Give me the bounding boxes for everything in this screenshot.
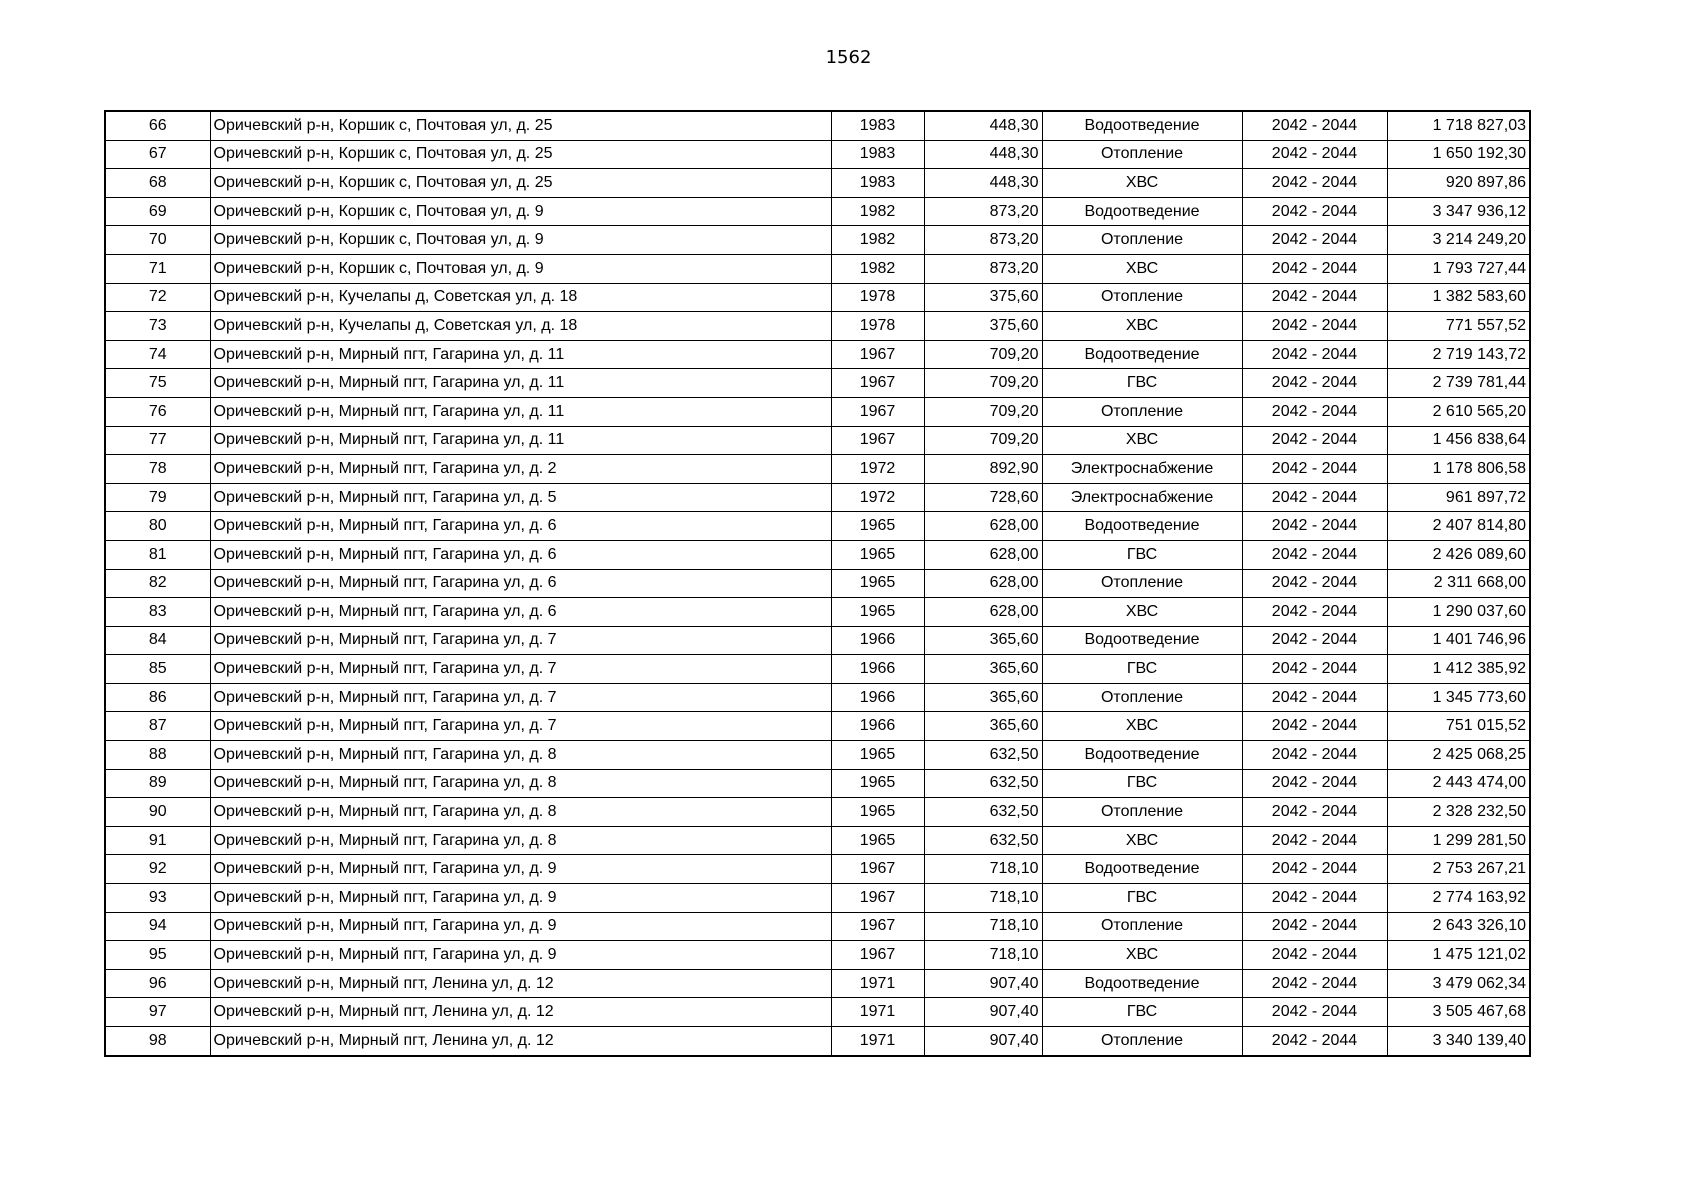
row-number-cell: 95 [105, 941, 210, 970]
address-cell: Оричевский р-н, Мирный пгт, Гагарина ул, д. 6 [210, 598, 831, 627]
cost-cell: 1 401 746,96 [1387, 626, 1530, 655]
table-row [105, 140, 1530, 169]
area-cell: 365,60 [924, 655, 1042, 684]
table-row [105, 912, 1530, 941]
area-cell: 628,00 [924, 598, 1042, 627]
cost-cell: 1 178 806,58 [1387, 455, 1530, 484]
build-year-cell: 1972 [831, 483, 924, 512]
cost-cell: 1 718 827,03 [1387, 111, 1530, 140]
build-year-cell: 1965 [831, 769, 924, 798]
work-type-cell: ГВС [1042, 884, 1242, 913]
area-cell: 873,20 [924, 197, 1042, 226]
address-cell: Оричевский р-н, Мирный пгт, Гагарина ул, д. 8 [210, 798, 831, 827]
area-cell: 709,20 [924, 397, 1042, 426]
address-cell: Оричевский р-н, Мирный пгт, Гагарина ул, д. 7 [210, 712, 831, 741]
area-cell: 892,90 [924, 455, 1042, 484]
area-cell: 907,40 [924, 969, 1042, 998]
period-cell: 2042 - 2044 [1242, 998, 1387, 1027]
period-cell: 2042 - 2044 [1242, 254, 1387, 283]
period-cell: 2042 - 2044 [1242, 569, 1387, 598]
address-cell: Оричевский р-н, Кучелапы д, Советская ул, д. 18 [210, 312, 831, 341]
work-type-cell: ГВС [1042, 655, 1242, 684]
area-cell: 365,60 [924, 683, 1042, 712]
period-cell: 2042 - 2044 [1242, 455, 1387, 484]
build-year-cell: 1967 [831, 912, 924, 941]
row-number-cell: 73 [105, 312, 210, 341]
area-cell: 448,30 [924, 111, 1042, 140]
address-cell: Оричевский р-н, Мирный пгт, Гагарина ул, д. 8 [210, 769, 831, 798]
table-row [105, 598, 1530, 627]
build-year-cell: 1965 [831, 569, 924, 598]
build-year-cell: 1966 [831, 683, 924, 712]
period-cell: 2042 - 2044 [1242, 397, 1387, 426]
period-cell: 2042 - 2044 [1242, 512, 1387, 541]
address-cell: Оричевский р-н, Мирный пгт, Гагарина ул, д. 9 [210, 855, 831, 884]
table-row [105, 712, 1530, 741]
table-row [105, 397, 1530, 426]
table-row [105, 769, 1530, 798]
repair-schedule-table [104, 110, 1531, 1057]
address-cell: Оричевский р-н, Мирный пгт, Гагарина ул, д. 11 [210, 369, 831, 398]
build-year-cell: 1966 [831, 712, 924, 741]
row-number-cell: 98 [105, 1027, 210, 1056]
cost-cell: 3 479 062,34 [1387, 969, 1530, 998]
cost-cell: 2 407 814,80 [1387, 512, 1530, 541]
work-type-cell: ГВС [1042, 998, 1242, 1027]
period-cell: 2042 - 2044 [1242, 111, 1387, 140]
period-cell: 2042 - 2044 [1242, 798, 1387, 827]
table-row [105, 512, 1530, 541]
row-number-cell: 80 [105, 512, 210, 541]
build-year-cell: 1965 [831, 512, 924, 541]
period-cell: 2042 - 2044 [1242, 1027, 1387, 1056]
cost-cell: 2 443 474,00 [1387, 769, 1530, 798]
period-cell: 2042 - 2044 [1242, 655, 1387, 684]
table-row [105, 197, 1530, 226]
cost-cell: 751 015,52 [1387, 712, 1530, 741]
row-number-cell: 88 [105, 741, 210, 770]
period-cell: 2042 - 2044 [1242, 283, 1387, 312]
build-year-cell: 1967 [831, 855, 924, 884]
address-cell: Оричевский р-н, Коршик с, Почтовая ул, д. 25 [210, 169, 831, 198]
table-row [105, 1027, 1530, 1056]
cost-cell: 2 328 232,50 [1387, 798, 1530, 827]
build-year-cell: 1965 [831, 540, 924, 569]
table-row [105, 569, 1530, 598]
build-year-cell: 1965 [831, 798, 924, 827]
work-type-cell: Отопление [1042, 569, 1242, 598]
table-row [105, 540, 1530, 569]
period-cell: 2042 - 2044 [1242, 540, 1387, 569]
address-cell: Оричевский р-н, Мирный пгт, Гагарина ул, д. 7 [210, 683, 831, 712]
work-type-cell: Отопление [1042, 397, 1242, 426]
row-number-cell: 91 [105, 826, 210, 855]
build-year-cell: 1971 [831, 969, 924, 998]
row-number-cell: 76 [105, 397, 210, 426]
row-number-cell: 70 [105, 226, 210, 255]
area-cell: 632,50 [924, 798, 1042, 827]
address-cell: Оричевский р-н, Мирный пгт, Ленина ул, д. 12 [210, 998, 831, 1027]
period-cell: 2042 - 2044 [1242, 140, 1387, 169]
work-type-cell: ХВС [1042, 312, 1242, 341]
work-type-cell: ХВС [1042, 426, 1242, 455]
area-cell: 375,60 [924, 312, 1042, 341]
table-row [105, 169, 1530, 198]
period-cell: 2042 - 2044 [1242, 826, 1387, 855]
work-type-cell: Электроснабжение [1042, 455, 1242, 484]
address-cell: Оричевский р-н, Коршик с, Почтовая ул, д. 25 [210, 140, 831, 169]
build-year-cell: 1965 [831, 598, 924, 627]
period-cell: 2042 - 2044 [1242, 426, 1387, 455]
work-type-cell: ХВС [1042, 941, 1242, 970]
table-row [105, 884, 1530, 913]
row-number-cell: 93 [105, 884, 210, 913]
table-row [105, 683, 1530, 712]
build-year-cell: 1971 [831, 1027, 924, 1056]
row-number-cell: 71 [105, 254, 210, 283]
cost-cell: 2 643 326,10 [1387, 912, 1530, 941]
address-cell: Оричевский р-н, Коршик с, Почтовая ул, д. 9 [210, 197, 831, 226]
build-year-cell: 1971 [831, 998, 924, 1027]
build-year-cell: 1967 [831, 369, 924, 398]
cost-cell: 2 610 565,20 [1387, 397, 1530, 426]
work-type-cell: Водоотведение [1042, 197, 1242, 226]
table-row [105, 798, 1530, 827]
cost-cell: 1 650 192,30 [1387, 140, 1530, 169]
row-number-cell: 77 [105, 426, 210, 455]
table-row [105, 369, 1530, 398]
period-cell: 2042 - 2044 [1242, 340, 1387, 369]
cost-cell: 1 793 727,44 [1387, 254, 1530, 283]
table-row [105, 969, 1530, 998]
work-type-cell: Отопление [1042, 912, 1242, 941]
period-cell: 2042 - 2044 [1242, 626, 1387, 655]
work-type-cell: Водоотведение [1042, 741, 1242, 770]
table-row [105, 312, 1530, 341]
address-cell: Оричевский р-н, Мирный пгт, Гагарина ул, д. 9 [210, 884, 831, 913]
address-cell: Оричевский р-н, Мирный пгт, Гагарина ул, д. 2 [210, 455, 831, 484]
build-year-cell: 1967 [831, 941, 924, 970]
work-type-cell: Водоотведение [1042, 111, 1242, 140]
address-cell: Оричевский р-н, Мирный пгт, Гагарина ул, д. 6 [210, 512, 831, 541]
table-row [105, 111, 1530, 140]
area-cell: 709,20 [924, 340, 1042, 369]
row-number-cell: 83 [105, 598, 210, 627]
cost-cell: 1 412 385,92 [1387, 655, 1530, 684]
address-cell: Оричевский р-н, Мирный пгт, Гагарина ул, д. 11 [210, 340, 831, 369]
work-type-cell: Отопление [1042, 140, 1242, 169]
cost-cell: 1 290 037,60 [1387, 598, 1530, 627]
address-cell: Оричевский р-н, Коршик с, Почтовая ул, д. 9 [210, 254, 831, 283]
address-cell: Оричевский р-н, Коршик с, Почтовая ул, д. 25 [210, 111, 831, 140]
area-cell: 728,60 [924, 483, 1042, 512]
period-cell: 2042 - 2044 [1242, 941, 1387, 970]
build-year-cell: 1983 [831, 111, 924, 140]
period-cell: 2042 - 2044 [1242, 712, 1387, 741]
build-year-cell: 1982 [831, 197, 924, 226]
table-row [105, 340, 1530, 369]
period-cell: 2042 - 2044 [1242, 683, 1387, 712]
work-type-cell: ХВС [1042, 712, 1242, 741]
work-type-cell: Отопление [1042, 683, 1242, 712]
build-year-cell: 1966 [831, 626, 924, 655]
area-cell: 718,10 [924, 884, 1042, 913]
area-cell: 632,50 [924, 769, 1042, 798]
cost-cell: 3 340 139,40 [1387, 1027, 1530, 1056]
period-cell: 2042 - 2044 [1242, 912, 1387, 941]
table-row [105, 855, 1530, 884]
row-number-cell: 82 [105, 569, 210, 598]
period-cell: 2042 - 2044 [1242, 226, 1387, 255]
period-cell: 2042 - 2044 [1242, 769, 1387, 798]
cost-cell: 1 299 281,50 [1387, 826, 1530, 855]
table-row [105, 254, 1530, 283]
cost-cell: 1 475 121,02 [1387, 941, 1530, 970]
cost-cell: 1 456 838,64 [1387, 426, 1530, 455]
table-row [105, 998, 1530, 1027]
address-cell: Оричевский р-н, Мирный пгт, Гагарина ул, д. 9 [210, 912, 831, 941]
period-cell: 2042 - 2044 [1242, 884, 1387, 913]
period-cell: 2042 - 2044 [1242, 169, 1387, 198]
address-cell: Оричевский р-н, Мирный пгт, Гагарина ул, д. 8 [210, 741, 831, 770]
cost-cell: 2 774 163,92 [1387, 884, 1530, 913]
address-cell: Оричевский р-н, Мирный пгт, Ленина ул, д. 12 [210, 1027, 831, 1056]
area-cell: 907,40 [924, 998, 1042, 1027]
area-cell: 718,10 [924, 855, 1042, 884]
address-cell: Оричевский р-н, Мирный пгт, Гагарина ул, д. 11 [210, 426, 831, 455]
period-cell: 2042 - 2044 [1242, 741, 1387, 770]
cost-cell: 2 311 668,00 [1387, 569, 1530, 598]
address-cell: Оричевский р-н, Мирный пгт, Гагарина ул, д. 6 [210, 569, 831, 598]
cost-cell: 3 214 249,20 [1387, 226, 1530, 255]
row-number-cell: 90 [105, 798, 210, 827]
row-number-cell: 72 [105, 283, 210, 312]
area-cell: 365,60 [924, 626, 1042, 655]
address-cell: Оричевский р-н, Кучелапы д, Советская ул, д. 18 [210, 283, 831, 312]
area-cell: 632,50 [924, 741, 1042, 770]
table-row [105, 483, 1530, 512]
address-cell: Оричевский р-н, Мирный пгт, Гагарина ул, д. 9 [210, 941, 831, 970]
row-number-cell: 66 [105, 111, 210, 140]
work-type-cell: Электроснабжение [1042, 483, 1242, 512]
cost-cell: 2 753 267,21 [1387, 855, 1530, 884]
cost-cell: 2 719 143,72 [1387, 340, 1530, 369]
build-year-cell: 1983 [831, 169, 924, 198]
period-cell: 2042 - 2044 [1242, 855, 1387, 884]
address-cell: Оричевский р-н, Мирный пгт, Гагарина ул, д. 8 [210, 826, 831, 855]
cost-cell: 2 739 781,44 [1387, 369, 1530, 398]
period-cell: 2042 - 2044 [1242, 197, 1387, 226]
build-year-cell: 1983 [831, 140, 924, 169]
row-number-cell: 75 [105, 369, 210, 398]
area-cell: 873,20 [924, 226, 1042, 255]
row-number-cell: 79 [105, 483, 210, 512]
table-row [105, 455, 1530, 484]
address-cell: Оричевский р-н, Мирный пгт, Гагарина ул, д. 11 [210, 397, 831, 426]
work-type-cell: ХВС [1042, 598, 1242, 627]
table-row [105, 426, 1530, 455]
build-year-cell: 1965 [831, 741, 924, 770]
work-type-cell: ХВС [1042, 169, 1242, 198]
period-cell: 2042 - 2044 [1242, 483, 1387, 512]
table-row [105, 655, 1530, 684]
row-number-cell: 69 [105, 197, 210, 226]
row-number-cell: 81 [105, 540, 210, 569]
table-row [105, 283, 1530, 312]
row-number-cell: 74 [105, 340, 210, 369]
table-row [105, 826, 1530, 855]
build-year-cell: 1965 [831, 826, 924, 855]
build-year-cell: 1966 [831, 655, 924, 684]
row-number-cell: 78 [105, 455, 210, 484]
work-type-cell: Водоотведение [1042, 855, 1242, 884]
area-cell: 628,00 [924, 540, 1042, 569]
page-number: 1562 [825, 47, 872, 68]
work-type-cell: Водоотведение [1042, 512, 1242, 541]
build-year-cell: 1978 [831, 312, 924, 341]
address-cell: Оричевский р-н, Мирный пгт, Гагарина ул, д. 7 [210, 655, 831, 684]
area-cell: 375,60 [924, 283, 1042, 312]
work-type-cell: Отопление [1042, 283, 1242, 312]
area-cell: 628,00 [924, 512, 1042, 541]
cost-cell: 771 557,52 [1387, 312, 1530, 341]
work-type-cell: ХВС [1042, 254, 1242, 283]
row-number-cell: 94 [105, 912, 210, 941]
build-year-cell: 1982 [831, 226, 924, 255]
build-year-cell: 1967 [831, 397, 924, 426]
table-body [105, 111, 1530, 1056]
work-type-cell: ХВС [1042, 826, 1242, 855]
area-cell: 709,20 [924, 426, 1042, 455]
cost-cell: 2 426 089,60 [1387, 540, 1530, 569]
row-number-cell: 89 [105, 769, 210, 798]
build-year-cell: 1982 [831, 254, 924, 283]
address-cell: Оричевский р-н, Мирный пгт, Ленина ул, д. 12 [210, 969, 831, 998]
area-cell: 709,20 [924, 369, 1042, 398]
cost-cell: 2 425 068,25 [1387, 741, 1530, 770]
row-number-cell: 96 [105, 969, 210, 998]
address-cell: Оричевский р-н, Мирный пгт, Гагарина ул, д. 7 [210, 626, 831, 655]
period-cell: 2042 - 2044 [1242, 369, 1387, 398]
table-row [105, 226, 1530, 255]
work-type-cell: Водоотведение [1042, 969, 1242, 998]
cost-cell: 920 897,86 [1387, 169, 1530, 198]
build-year-cell: 1967 [831, 884, 924, 913]
row-number-cell: 85 [105, 655, 210, 684]
work-type-cell: ГВС [1042, 540, 1242, 569]
period-cell: 2042 - 2044 [1242, 969, 1387, 998]
row-number-cell: 92 [105, 855, 210, 884]
period-cell: 2042 - 2044 [1242, 312, 1387, 341]
build-year-cell: 1978 [831, 283, 924, 312]
area-cell: 448,30 [924, 140, 1042, 169]
work-type-cell: Водоотведение [1042, 626, 1242, 655]
period-cell: 2042 - 2044 [1242, 598, 1387, 627]
build-year-cell: 1967 [831, 426, 924, 455]
row-number-cell: 84 [105, 626, 210, 655]
cost-cell: 1 382 583,60 [1387, 283, 1530, 312]
area-cell: 718,10 [924, 941, 1042, 970]
work-type-cell: ГВС [1042, 769, 1242, 798]
work-type-cell: Отопление [1042, 226, 1242, 255]
row-number-cell: 86 [105, 683, 210, 712]
address-cell: Оричевский р-н, Коршик с, Почтовая ул, д. 9 [210, 226, 831, 255]
row-number-cell: 97 [105, 998, 210, 1027]
table-row [105, 941, 1530, 970]
address-cell: Оричевский р-н, Мирный пгт, Гагарина ул, д. 5 [210, 483, 831, 512]
cost-cell: 1 345 773,60 [1387, 683, 1530, 712]
row-number-cell: 67 [105, 140, 210, 169]
work-type-cell: Отопление [1042, 1027, 1242, 1056]
work-type-cell: ГВС [1042, 369, 1242, 398]
work-type-cell: Водоотведение [1042, 340, 1242, 369]
area-cell: 628,00 [924, 569, 1042, 598]
area-cell: 907,40 [924, 1027, 1042, 1056]
area-cell: 365,60 [924, 712, 1042, 741]
table-row [105, 626, 1530, 655]
row-number-cell: 68 [105, 169, 210, 198]
area-cell: 718,10 [924, 912, 1042, 941]
row-number-cell: 87 [105, 712, 210, 741]
build-year-cell: 1967 [831, 340, 924, 369]
cost-cell: 3 347 936,12 [1387, 197, 1530, 226]
table-row [105, 741, 1530, 770]
cost-cell: 961 897,72 [1387, 483, 1530, 512]
work-type-cell: Отопление [1042, 798, 1242, 827]
area-cell: 448,30 [924, 169, 1042, 198]
area-cell: 632,50 [924, 826, 1042, 855]
address-cell: Оричевский р-н, Мирный пгт, Гагарина ул, д. 6 [210, 540, 831, 569]
cost-cell: 3 505 467,68 [1387, 998, 1530, 1027]
area-cell: 873,20 [924, 254, 1042, 283]
build-year-cell: 1972 [831, 455, 924, 484]
